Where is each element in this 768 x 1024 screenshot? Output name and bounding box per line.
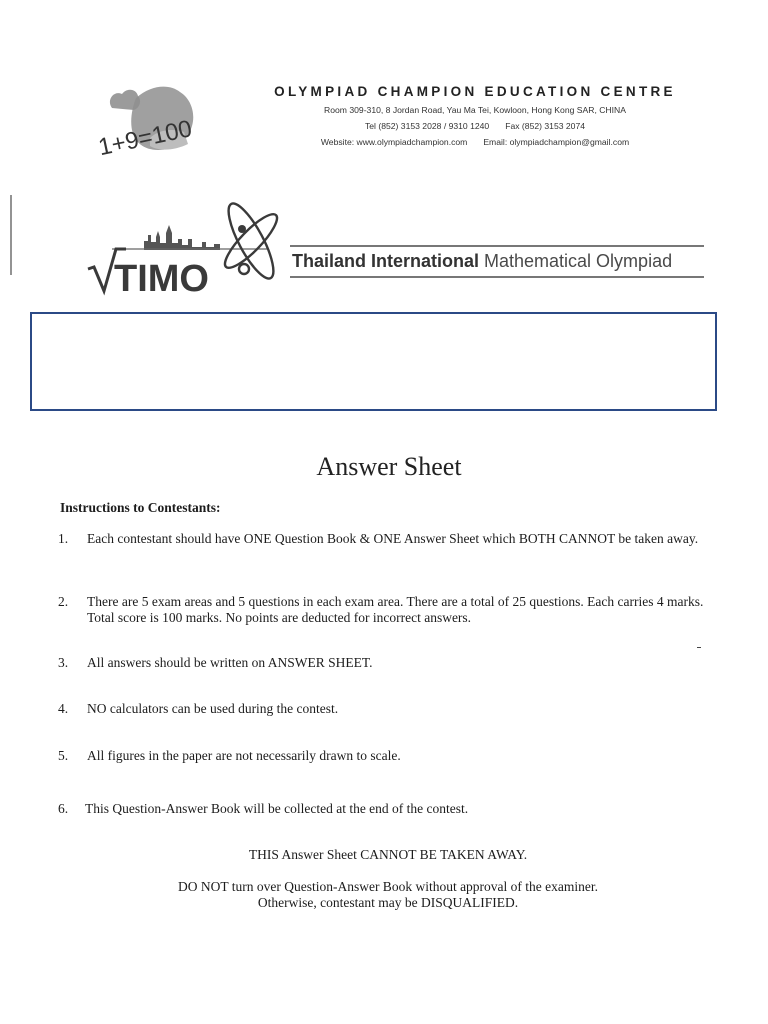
fax: Fax (852) 3153 2074 bbox=[505, 121, 586, 131]
instruction-number: 2. bbox=[58, 594, 69, 609]
organization-header bbox=[250, 84, 700, 147]
instruction-item bbox=[58, 801, 720, 817]
instructions-heading: Instructions to Contestants: bbox=[60, 500, 221, 515]
telephone: Tel (852) 3153 2028 / 9310 1240 bbox=[364, 121, 490, 131]
instruction-item bbox=[58, 701, 720, 717]
atom-icon bbox=[219, 198, 283, 283]
instruction-text: All figures in the paper are not necessarily drawn to scale. bbox=[87, 748, 401, 763]
timo-logo bbox=[86, 195, 296, 305]
banner-rule-top bbox=[290, 245, 704, 247]
banner-title bbox=[292, 251, 672, 272]
instruction-number: 1. bbox=[58, 531, 69, 546]
email: Email: olympiadchampion@gmail.com bbox=[483, 137, 630, 147]
scan-dash-mark bbox=[697, 647, 701, 648]
instruction-number: 3. bbox=[58, 655, 69, 670]
page-title: Answer Sheet bbox=[316, 452, 462, 481]
timo-wordmark: TIMO bbox=[114, 258, 209, 300]
logo-equation: 1+9=100 bbox=[95, 115, 195, 162]
instruction-number: 5. bbox=[58, 748, 69, 763]
instruction-item bbox=[58, 531, 720, 547]
instruction-number: 4. bbox=[58, 701, 69, 716]
instruction-text: NO calculators can be used during the contest. bbox=[87, 701, 339, 716]
take-away-notice: THIS Answer Sheet CANNOT BE TAKEN AWAY. bbox=[248, 847, 528, 862]
instruction-text: All answers should be written on ANSWER SHEET. bbox=[87, 655, 373, 670]
instruction-text: There are 5 exam areas and 5 questions in each exam area. There are a total of 25 questions. Each carries 4 marks. Total score is 100 marks. No points are deducted for incorrect answers. bbox=[87, 594, 704, 625]
instruction-item bbox=[58, 594, 720, 626]
instruction-text: This Question-Answer Book will be collected at the end of the contest. bbox=[85, 801, 469, 816]
scan-edge-mark bbox=[10, 195, 12, 275]
warning-line-1: DO NOT turn over Question-Answer Book without approval of the examiner. bbox=[177, 879, 599, 894]
city-skyline bbox=[144, 225, 220, 250]
contestant-info-box bbox=[30, 312, 717, 411]
instruction-text: Each contestant should have ONE Question Book & ONE Answer Sheet which BOTH CANNOT be taken away. bbox=[87, 531, 699, 546]
organization-online bbox=[250, 137, 700, 147]
banner-title-rest: Mathematical Olympiad bbox=[479, 251, 673, 271]
organization-name: OLYMPIAD CHAMPION EDUCATION CENTRE bbox=[274, 84, 676, 99]
warning-line-2: Otherwise, contestant may be DISQUALIFIED. bbox=[257, 895, 519, 910]
instruction-number: 6. bbox=[58, 801, 69, 816]
instruction-item bbox=[58, 748, 720, 764]
organization-address: Room 309-310, 8 Jordan Road, Yau Ma Tei, Kowloon, Hong Kong SAR, CHINA bbox=[324, 105, 626, 115]
website: Website: www.olympiadchampion.com bbox=[320, 137, 468, 147]
olympiad-champion-logo bbox=[92, 78, 242, 168]
banner-rule-bottom bbox=[290, 276, 704, 278]
organization-contact bbox=[250, 121, 700, 131]
banner-title-bold: Thailand International bbox=[292, 251, 480, 271]
instruction-item bbox=[58, 655, 720, 671]
